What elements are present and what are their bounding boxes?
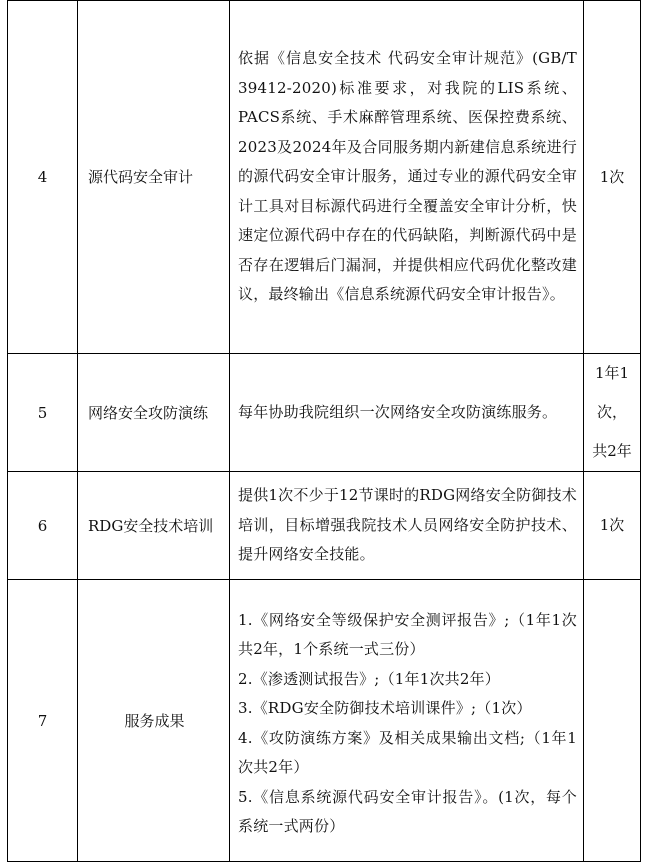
frequency-line: 1年1次， — [594, 364, 630, 421]
table-row — [8, 354, 641, 472]
row-number: 7 — [8, 580, 78, 862]
service-frequency — [584, 354, 641, 472]
service-item-name: 源代码安全审计 — [78, 1, 230, 354]
row-number: 6 — [8, 472, 78, 580]
row-number: 5 — [8, 354, 78, 472]
deliverable-item: 5.《信息系统源代码安全审计报告》。(1次，每个系统一式两份） — [238, 787, 577, 835]
service-item-name: 服务成果 — [78, 580, 230, 862]
service-frequency: 1次 — [584, 472, 641, 580]
service-frequency — [584, 580, 641, 862]
deliverable-item: 2.《渗透测试报告》;（1年1次共2年） — [238, 669, 500, 688]
service-content: 依据《信息安全技术 代码安全审计规范》(GB/T 39412-2020)标准要求，对我院的LIS系统、PACS系统、手术麻醉管理系统、医保控费系统、2023及2024年及合同服务期内新建信息系统进行的源代码安全审计服务，通过专业的源代码安全审计工具对目标源代码进行全覆盖安全审计分析，快速定位源代码中存在的代码缺陷，判断源代码中是否存在逻辑后门漏洞，并提供相应代码优化整改建议，最终输出《信息系统源代码安全审计报告》。 — [230, 1, 584, 354]
row-number: 4 — [8, 1, 78, 354]
service-content: 提供1次不少于12节课时的RDG网络安全防御技术培训，目标增强我院技术人员网络安全防护技术、提升网络安全技能。 — [230, 472, 584, 580]
table-row — [8, 1, 641, 354]
service-item-name: RDG安全技术培训 — [78, 472, 230, 580]
table-row — [8, 472, 641, 580]
deliverable-item: 3.《RDG安全防御技术培训课件》;（1次） — [238, 699, 532, 717]
frequency-line: 共2年 — [592, 442, 632, 460]
service-content: 每年协助我院组织一次网络安全攻防演练服务。 — [230, 354, 584, 472]
table-row — [8, 580, 641, 862]
deliverable-item: 1.《网络安全等级保护安全测评报告》;（1年1次共2年，1个系统一式三份） — [238, 610, 577, 658]
deliverable-item: 4.《攻防演练方案》及相关成果输出文档;（1年1次共2年） — [238, 728, 577, 776]
service-frequency: 1次 — [584, 1, 641, 354]
deliverables-list — [230, 580, 584, 862]
service-table — [7, 0, 641, 862]
service-item-name: 网络安全攻防演练 — [78, 354, 230, 472]
